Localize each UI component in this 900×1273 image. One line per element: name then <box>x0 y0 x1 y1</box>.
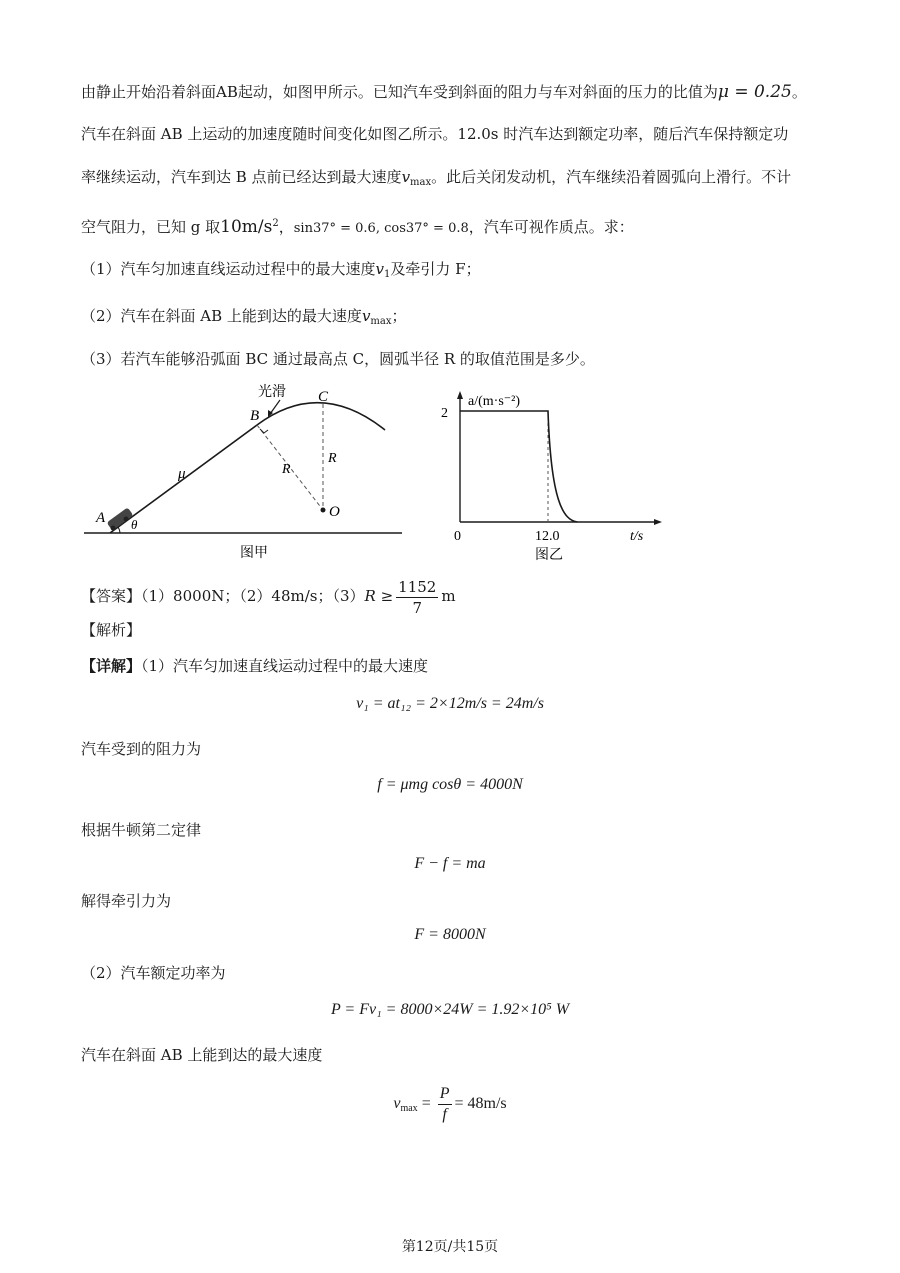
equation-4: F = 8000N <box>414 926 486 943</box>
vmax-subscript: max <box>410 177 432 188</box>
center-o-point <box>321 508 326 513</box>
detail-intro-1: （1）汽车匀加速直线运动过程中的最大速度 <box>141 657 429 675</box>
intro-text-4a: 空气阻力，已知 g 取 <box>81 218 221 236</box>
mu-value: μ = 0.25 <box>717 82 792 102</box>
answer-denominator: 7 <box>412 598 423 617</box>
eq6-denominator: f <box>442 1105 447 1123</box>
vmax-symbol-2: v <box>361 307 371 325</box>
theta-arc <box>118 527 120 533</box>
detail-label: 【详解】 <box>81 657 142 675</box>
v1-subscript: 1 <box>384 269 391 280</box>
intro-text-4b: ， <box>278 218 294 236</box>
equation-2: f = μmg cosθ = 4000N <box>377 776 523 793</box>
eq6-result: = 48m/s <box>454 1095 507 1112</box>
intro-text-4c: ，汽车可视作质点。求： <box>468 218 634 236</box>
label-a: A <box>96 510 106 526</box>
intro-line-2: 汽车在斜面 AB 上运动的加速度随时间变化如图乙所示。12.0s 时汽车达到额定功率，随后汽车保持额定功 <box>81 125 789 143</box>
series-line-acceleration <box>460 411 577 522</box>
tick-label-y-2: 2 <box>441 406 448 421</box>
page-footer: 第12页/共15页 <box>401 1239 499 1255</box>
trig-values: sin37° = 0.6, cos37° = 0.8 <box>293 221 469 236</box>
intro-line-1 <box>81 82 807 102</box>
caption-yi: 图乙 <box>535 548 563 563</box>
vmax-subscript-2: max <box>370 316 392 327</box>
intro-text-1: 由静止开始沿着斜面AB起动，如图甲所示。已知汽车受到斜面的阻力与车对斜面的压力的比值为 <box>81 83 718 101</box>
y-axis-label: a/(m·s⁻²) <box>468 394 521 409</box>
equation-1: v₁ = at₁₂ = 2×12m/s = 24m/s <box>356 695 544 712</box>
g-value: 10m/s <box>220 217 273 237</box>
q2-text: （2）汽车在斜面 AB 上能到达的最大速度 <box>81 307 362 325</box>
label-o: O <box>329 504 340 520</box>
intro-end-1: 。 <box>791 83 807 101</box>
tick-label-origin: 0 <box>454 529 461 544</box>
x-axis-arrow-icon <box>654 519 662 525</box>
answer-label: 【答案】 <box>81 587 142 605</box>
eq6-numerator: P <box>438 1084 452 1105</box>
label-c: C <box>318 389 329 405</box>
question-1 <box>81 259 481 285</box>
eq6-v: v <box>393 1095 401 1112</box>
intro-line-4 <box>81 214 634 239</box>
g-superscript: 2 <box>272 218 279 229</box>
equation-6 <box>0 1082 900 1131</box>
v1-symbol: v <box>375 260 385 278</box>
equation-5: P = Fv₁ = 8000×24W = 1.92×10⁵ W <box>330 1001 570 1018</box>
detail-text-5: （2）汽车额定功率为 <box>81 964 226 982</box>
tick-label-x-12: 12.0 <box>535 529 560 544</box>
eq6-equals: = <box>421 1095 431 1112</box>
answer-fraction <box>396 577 438 618</box>
eq6-fraction <box>438 1084 452 1125</box>
detail-text-4: 解得牵引力为 <box>81 892 172 910</box>
question-2 <box>81 306 407 332</box>
intro-text-3b: 。此后关闭发动机，汽车继续沿着圆弧向上滑行。不计 <box>431 168 792 186</box>
intro-line-3 <box>81 167 791 193</box>
intro-text-3a: 率继续运动，汽车到达 B 点前已经达到最大速度 <box>81 168 402 186</box>
equation-3: F − f = ma <box>414 855 486 872</box>
label-r-co: R <box>328 451 337 466</box>
detail-text-2: 汽车受到的阻力为 <box>81 740 202 758</box>
answer-numerator: 1152 <box>398 577 437 596</box>
answer-unit: m <box>441 587 456 605</box>
arc-bc <box>257 403 385 430</box>
label-r-bo: R <box>282 462 291 477</box>
q1-text-end: 及牵引力 F； <box>390 260 481 278</box>
answer-line <box>81 576 456 616</box>
analysis-label: 【解析】 <box>81 621 142 639</box>
answer-text: （1）8000N；（2）48m/s；（3） <box>141 587 365 605</box>
eq6-subscript: max <box>400 1103 418 1114</box>
q1-text: （1）汽车匀加速直线运动过程中的最大速度 <box>81 260 376 278</box>
detail-text-3: 根据牛顿第二定律 <box>81 821 202 839</box>
question-3: （3）若汽车能够沿弧面 BC 通过最高点 C，圆弧半径 R 的取值范围是多少。 <box>81 350 595 368</box>
label-b: B <box>250 408 260 424</box>
label-mu: μ <box>178 466 186 482</box>
answer-r: R ≥ <box>364 587 394 605</box>
figure-acceleration-chart <box>440 385 670 565</box>
vmax-symbol: v <box>401 168 411 186</box>
label-smooth: 光滑 <box>258 385 286 400</box>
figure-incline-diagram <box>80 378 410 563</box>
x-axis-label: t/s <box>630 529 644 544</box>
caption-jia: 图甲 <box>240 546 268 561</box>
label-theta: θ <box>131 517 138 532</box>
detail-line-1 <box>81 656 428 676</box>
detail-text-6: 汽车在斜面 AB 上能到达的最大速度 <box>81 1046 323 1064</box>
y-axis-arrow-icon <box>457 391 463 399</box>
q2-text-end: ； <box>391 307 407 325</box>
